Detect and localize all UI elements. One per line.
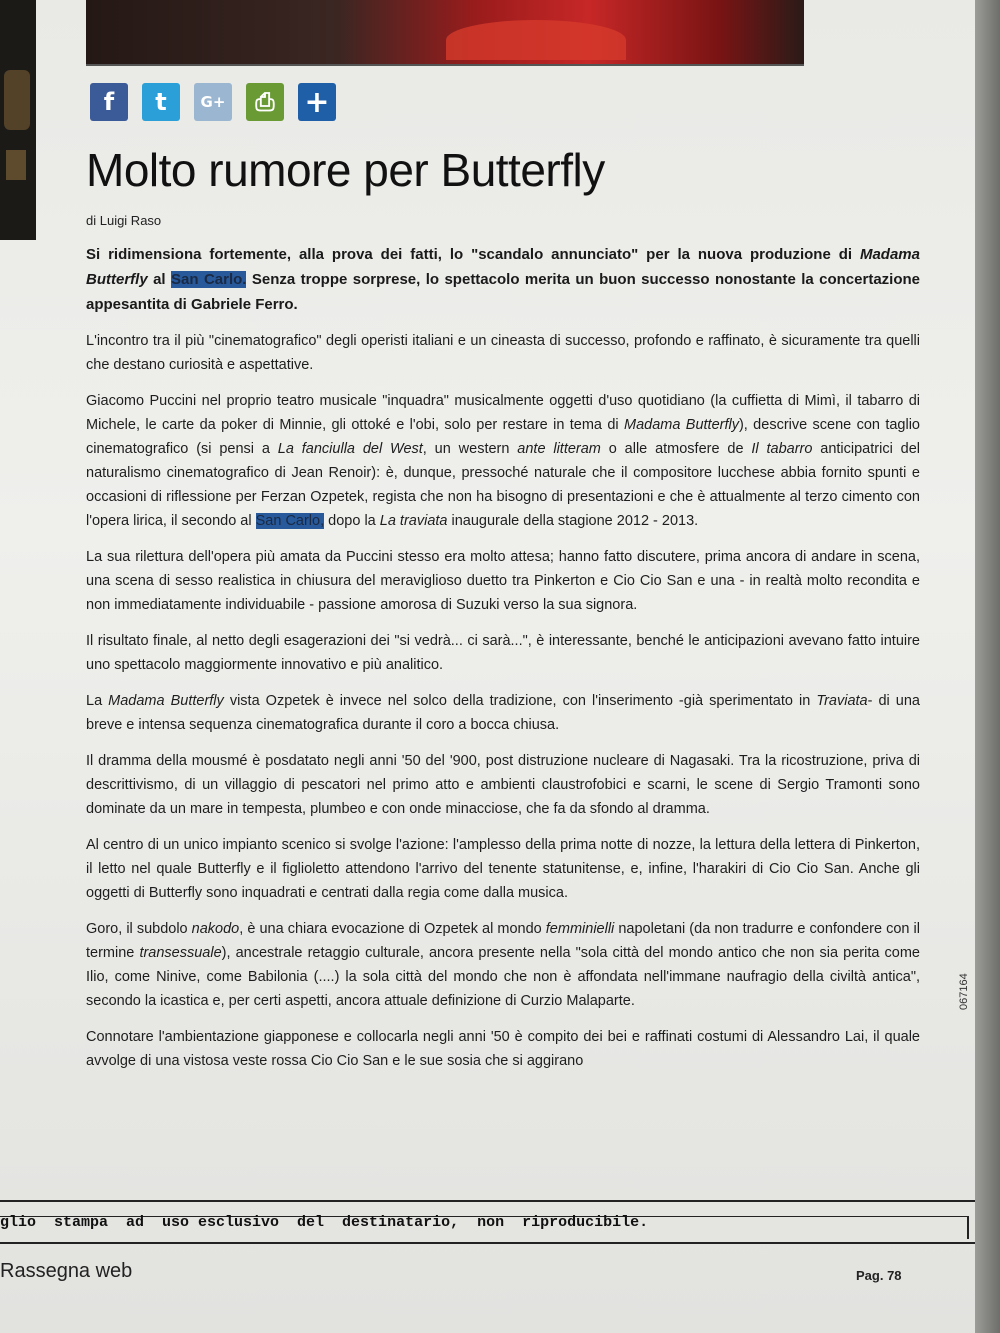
paragraph-3: La sua rilettura dell'opera più amata da Puccini stesso era molto attesa; hanno fatto discutere, prima ancora di andare in scena, una scena di sesso realistica in chiusura del meraviglioso duetto tra Pinkerton e Cio Cio San e una - in realtà molto recondita e non immediatamente individuabile - passione amorosa di Suzuki verso la sua signora. bbox=[86, 549, 920, 613]
header-photo bbox=[86, 0, 804, 66]
paragraph-2: Giacomo Puccini nel proprio teatro musicale "inquadra" musicalmente oggetti d'uso quotidiano (la cuffietta di Mimì, il tabarro di Michele, le carte da poker di Minnie, gli ottoké e l'obi, solo per restare in tema di Madama Butterfly), descrive scene con taglio cinematografico (si pensi a La fanciulla del West, un western ante litteram o alle atmosfere de Il tabarro anticipatrici del naturalismo cinematografico di Jean Renoir): è, dunque, pressoché naturale che il compositore lucchese abbia fornito spunti e occasioni di riflessione per Ferzan Ozpetek, regista che non ha bisogno di presentazioni e che è attualmente al terzo cimento con l'opera lirica, il secondo al San Carlo, dopo la La traviata inaugurale della stagione 2012 - 2013. bbox=[86, 393, 920, 529]
twitter-icon[interactable]: t bbox=[142, 83, 180, 121]
side-code: 067164 bbox=[958, 973, 970, 1010]
plus-icon[interactable]: + bbox=[298, 83, 336, 121]
paragraph-4: Il risultato finale, al netto degli esagerazioni dei "si vedrà... ci sarà...", è interessante, benché le anticipazioni avevano fatto intuire uno spettacolo maggiormente innovativo e più analitico. bbox=[86, 633, 920, 673]
paragraph-7: Al centro di un unico impianto scenico si svolge l'azione: l'amplesso della prima notte di nozze, la lettura della lettera di Pinkerton, il letto nel quale Butterfly e il figlioletto attendono l'arrivo del tenente statunitense, e, infine, l'harakiri di Cio Cio San. Anche gli oggetti di Butterfly sono inquadrati e centrati dalla regia come dalla musica. bbox=[86, 837, 920, 901]
paragraph-1: L'incontro tra il più "cinematografico" degli operisti italiani e un cineasta di successo, profondo e raffinato, è sicuramente tra quelli che destano curiosità e aspettative. bbox=[86, 333, 920, 373]
paragraph-5: La Madama Butterfly vista Ozpetek è invece nel solco della tradizione, con l'inserimento -già sperimentato in Traviata- di una breve e intensa sequenza cinematografica durante il coro a bocca chiusa. bbox=[86, 693, 920, 733]
paragraph-8: Goro, il subdolo nakodo, è una chiara evocazione di Ozpetek al mondo femminielli napoletani (da non tradurre e confondere con il termine transessuale), ancestrale retaggio culturale, ancora presente nella "sola città del mondo antico che non sia perita come Ilio, come Ninive, come Babilonia (....) la sola città del mondo che non è affondata nell'immane naufragio della civiltà antica", secondo la icastica e, per certi aspetti, ancora attuale definizione di Curzio Malaparte. bbox=[86, 921, 920, 1009]
footer-source: Rassegna web bbox=[0, 1260, 133, 1282]
page-edge bbox=[975, 0, 1000, 1333]
paragraph-9: Connotare l'ambientazione giapponese e collocarla negli anni '50 è compito dei bei e raffinati costumi di Alessandro Lai, il quale avvolge di una vistosa veste rossa Cio Cio San e le sue sosia che si aggirano bbox=[86, 1029, 920, 1069]
article bbox=[86, 140, 920, 1073]
facebook-icon[interactable]: f bbox=[90, 83, 128, 121]
author-byline: di Luigi Raso bbox=[86, 213, 162, 228]
google-plus-icon[interactable]: G+ bbox=[194, 83, 232, 121]
print-icon[interactable]: ⎙ bbox=[246, 83, 284, 121]
lead-paragraph: Si ridimensiona fortemente, alla prova dei fatti, lo "scandalo annunciato" per la nuova produzione di Madama Butterfly al San Carlo. Senza troppe sorprese, lo spettacolo merita un buon successo nonostante la concertazione appesantita di Gabriele Ferro. bbox=[86, 246, 921, 313]
sidebar-image bbox=[0, 0, 36, 240]
article-title: Molto rumore per Butterfly bbox=[86, 144, 605, 196]
page-number: Pag. 78 bbox=[856, 1268, 902, 1283]
paragraph-6: Il dramma della mousmé è posdatato negli anni '50 del '900, post distruzione nucleare di Nagasaki. Tra la ricostruzione, priva di descrittivismo, di un villaggio di pescatori nel primo atto e ambienti claustrofobici e scarni, le scene di Sergio Tramonti sono dominate da un mare in tempesta, plumbeo e con onde minacciose, che fa da sfondo al dramma. bbox=[86, 753, 920, 817]
footer-notice: glio stampa ad uso esclusivo del destinatario, non riproducibile. bbox=[0, 1214, 649, 1231]
share-bar bbox=[90, 83, 336, 121]
